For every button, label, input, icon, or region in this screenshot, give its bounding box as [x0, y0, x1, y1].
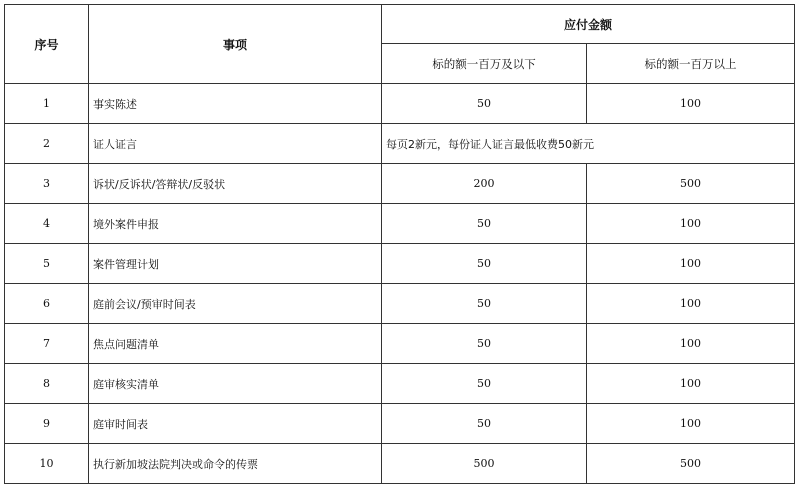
- row-below-fee: 50: [382, 284, 587, 324]
- row-number: 7: [5, 324, 89, 364]
- row-number: 8: [5, 364, 89, 404]
- fee-table: [4, 4, 795, 484]
- row-below-fee: 50: [382, 84, 587, 124]
- header-amount: 应付金额: [382, 5, 795, 44]
- table-row: [5, 404, 795, 444]
- header-seq: 序号: [5, 5, 89, 84]
- header-item: 事项: [89, 5, 382, 84]
- table-row: [5, 284, 795, 324]
- row-item: 执行新加坡法院判决或命令的传票: [89, 444, 382, 484]
- row-number: 3: [5, 164, 89, 204]
- row-item: 诉状/反诉状/答辩状/反驳状: [89, 164, 382, 204]
- row-item: 庭审核实清单: [89, 364, 382, 404]
- row-above-fee: 100: [587, 364, 795, 404]
- table-row: [5, 124, 795, 164]
- row-above-fee: 100: [587, 84, 795, 124]
- table-row: [5, 164, 795, 204]
- header-below-million: 标的额一百万及以下: [382, 44, 587, 84]
- row-below-fee: 50: [382, 244, 587, 284]
- row-item: 事实陈述: [89, 84, 382, 124]
- row-item: 证人证言: [89, 124, 382, 164]
- table-row: [5, 324, 795, 364]
- row-item: 庭前会议/预审时间表: [89, 284, 382, 324]
- row-number: 9: [5, 404, 89, 444]
- row-number: 4: [5, 204, 89, 244]
- row-number: 2: [5, 124, 89, 164]
- table-row: [5, 84, 795, 124]
- header-row: [5, 5, 795, 44]
- row-item: 境外案件申报: [89, 204, 382, 244]
- row-item: 庭审时间表: [89, 404, 382, 444]
- row-item: 焦点问题清单: [89, 324, 382, 364]
- table-row: [5, 364, 795, 404]
- row-number: 5: [5, 244, 89, 284]
- row-below-fee: 50: [382, 404, 587, 444]
- row-fee-note: 每页2新元，每份证人证言最低收费50新元: [382, 124, 795, 164]
- row-above-fee: 100: [587, 244, 795, 284]
- row-above-fee: 500: [587, 444, 795, 484]
- table-row: [5, 444, 795, 484]
- row-below-fee: 50: [382, 324, 587, 364]
- row-below-fee: 50: [382, 204, 587, 244]
- row-below-fee: 500: [382, 444, 587, 484]
- row-above-fee: 100: [587, 404, 795, 444]
- header-above-million: 标的额一百万以上: [587, 44, 795, 84]
- row-number: 1: [5, 84, 89, 124]
- row-number: 6: [5, 284, 89, 324]
- row-above-fee: 100: [587, 204, 795, 244]
- table-row: [5, 244, 795, 284]
- row-item: 案件管理计划: [89, 244, 382, 284]
- row-below-fee: 200: [382, 164, 587, 204]
- row-above-fee: 100: [587, 284, 795, 324]
- table-row: [5, 204, 795, 244]
- row-above-fee: 100: [587, 324, 795, 364]
- row-below-fee: 50: [382, 364, 587, 404]
- row-above-fee: 500: [587, 164, 795, 204]
- row-number: 10: [5, 444, 89, 484]
